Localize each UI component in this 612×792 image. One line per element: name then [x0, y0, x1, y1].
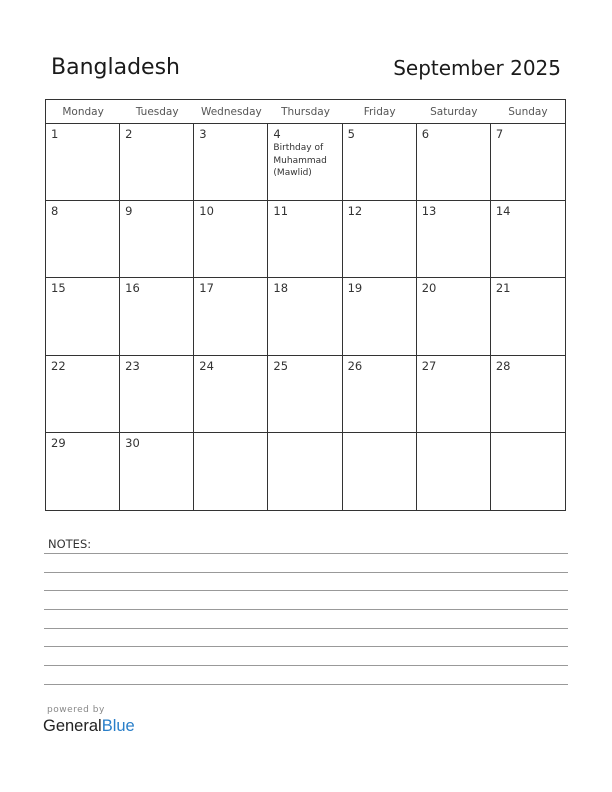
day-cell — [343, 433, 417, 510]
weekday-friday: Friday — [363, 106, 396, 118]
day-cell — [417, 433, 491, 510]
notes-label: NOTES: — [48, 537, 92, 551]
day-cell — [268, 201, 342, 278]
notes-line — [44, 590, 568, 591]
day-number: 16 — [125, 281, 140, 296]
day-number: 20 — [421, 281, 437, 296]
day-cell — [417, 356, 491, 433]
day-cell — [120, 278, 194, 355]
weekday-tuesday: Tuesday — [135, 106, 179, 118]
notes-line — [44, 684, 568, 685]
day-number: 23 — [125, 358, 140, 373]
day-number: 24 — [199, 358, 214, 373]
day-cell — [417, 201, 491, 278]
weekday-header — [46, 100, 565, 124]
brand-general: General — [43, 717, 102, 735]
day-number: 25 — [273, 358, 289, 373]
day-cell — [268, 278, 342, 355]
day-number: 10 — [199, 204, 214, 219]
generalblue-logo[interactable] — [43, 717, 135, 736]
day-number: 29 — [51, 435, 66, 450]
country-title: Bangladesh — [51, 55, 180, 80]
notes-line — [44, 665, 568, 666]
day-number: 30 — [125, 435, 140, 450]
day-number: 3 — [199, 127, 207, 141]
day-number: 15 — [51, 281, 66, 296]
weekday-thursday: Thursday — [281, 106, 330, 118]
day-cell — [194, 433, 268, 510]
day-cell — [194, 278, 268, 355]
calendar-body — [46, 124, 565, 510]
day-cell — [491, 278, 565, 355]
day-cell — [491, 201, 565, 278]
day-number: 5 — [347, 127, 355, 141]
notes-line — [44, 628, 568, 629]
notes-line — [44, 646, 568, 647]
day-cell — [120, 124, 194, 201]
notes-line — [44, 609, 568, 610]
day-number: 8 — [51, 204, 59, 219]
day-cell — [417, 124, 491, 201]
day-cell — [46, 201, 120, 278]
day-cell — [491, 124, 565, 201]
weekday-sunday: Sunday — [508, 106, 548, 118]
notes-line — [44, 553, 568, 554]
day-number: 27 — [421, 358, 437, 373]
day-number: 26 — [347, 358, 363, 373]
day-cell — [194, 201, 268, 278]
day-number: 21 — [495, 281, 511, 296]
day-number: 11 — [273, 204, 289, 219]
day-number: 6 — [421, 127, 430, 141]
weekday-monday: Monday — [62, 106, 104, 118]
day-cell — [120, 356, 194, 433]
day-number: 9 — [125, 204, 133, 219]
day-cell — [268, 433, 342, 510]
day-cell — [417, 278, 491, 355]
day-cell — [343, 124, 417, 201]
month-title: September 2025 — [393, 56, 561, 80]
day-number: 1 — [51, 127, 59, 141]
day-cell — [491, 433, 565, 510]
day-cell — [343, 278, 417, 355]
day-number: 17 — [199, 281, 214, 296]
powered-by-text: powered by — [47, 705, 105, 715]
day-cell — [194, 124, 268, 201]
holiday-label: Birthday of Muhammad (Mawlid) — [273, 143, 327, 178]
notes-line — [44, 572, 568, 573]
day-cell — [268, 124, 342, 201]
day-number: 7 — [495, 127, 504, 141]
day-cell — [343, 201, 417, 278]
day-cell — [46, 124, 120, 201]
day-number: 18 — [273, 281, 289, 296]
day-cell — [46, 433, 120, 510]
weekday-saturday: Saturday — [430, 106, 478, 118]
day-number: 14 — [495, 204, 511, 219]
day-cell — [343, 356, 417, 433]
day-cell — [46, 356, 120, 433]
day-number: 28 — [495, 358, 511, 373]
day-number: 19 — [347, 281, 363, 296]
day-cell — [120, 201, 194, 278]
day-number: 13 — [421, 204, 437, 219]
day-number: 12 — [347, 204, 363, 219]
day-number: 22 — [51, 358, 66, 373]
day-cell — [491, 356, 565, 433]
day-number: 2 — [125, 127, 133, 141]
day-cell — [194, 356, 268, 433]
weekday-wednesday: Wednesday — [200, 106, 262, 118]
day-cell — [46, 278, 120, 355]
day-number: 4 — [273, 127, 281, 141]
brand-blue: Blue — [101, 717, 135, 735]
day-cell — [268, 356, 342, 433]
day-cell — [120, 433, 194, 510]
calendar-grid — [45, 99, 566, 511]
